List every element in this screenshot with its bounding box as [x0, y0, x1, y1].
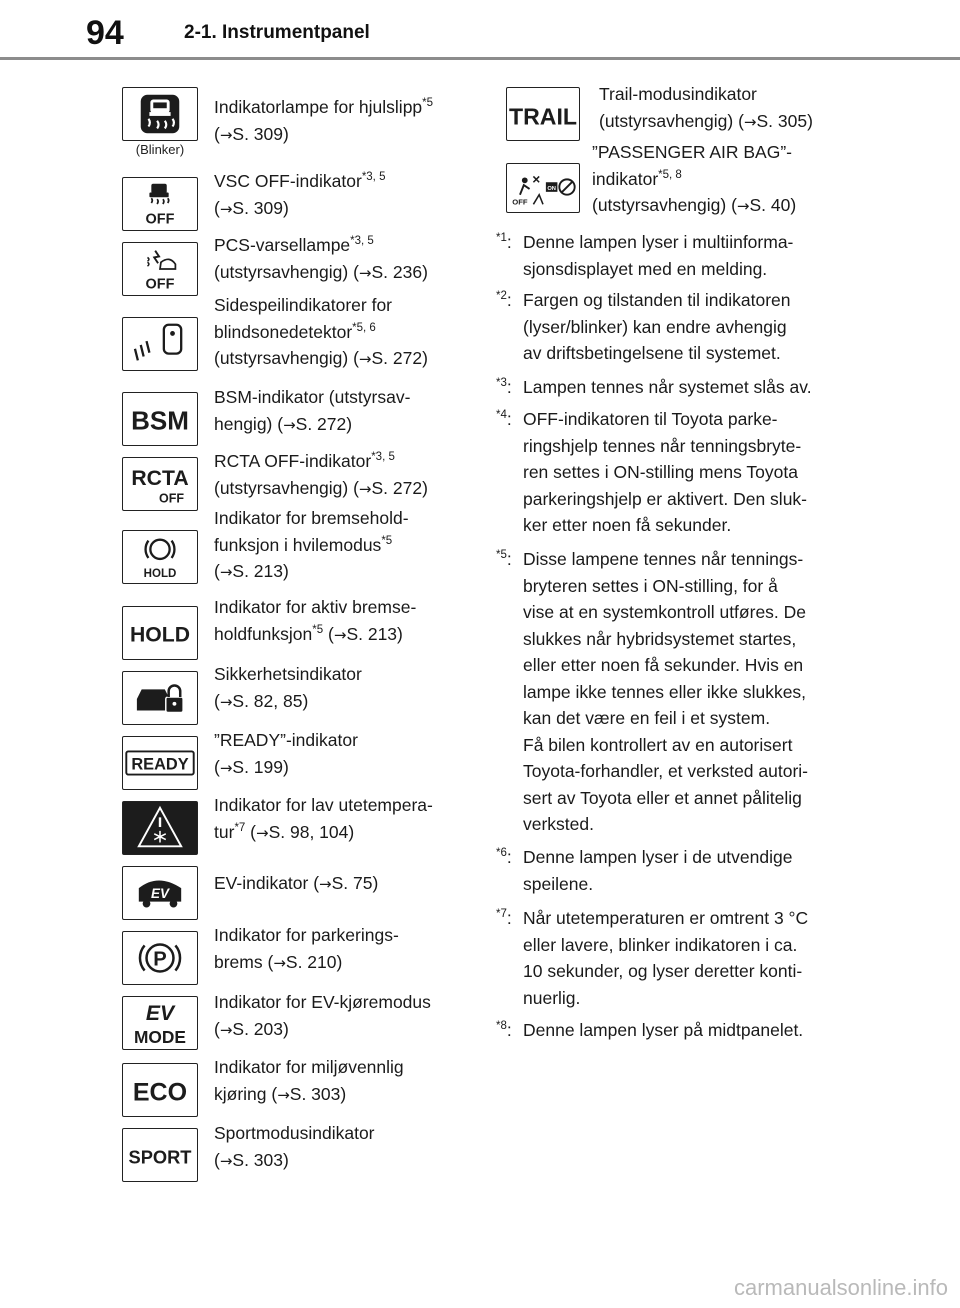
footnote-7: $^{*7}$: Når utetemperaturen er omtrent 3 °C eller lavere, blinker indikatoren i ca. 10 sekunder, og lyser deretter konti- nuerlig.: [496, 908, 809, 1008]
brake-hold-icon-label: HOLD: [143, 568, 177, 581]
trail-desc: Trail-modusindikator (utstyrsavhengig) (→S. 305): [599, 84, 813, 131]
brake-hold-icon: [122, 530, 198, 584]
hold-icon: [122, 606, 198, 660]
footnote-8: $^{*8}$: Denne lampen lyser på midtpanelet.: [496, 1020, 804, 1040]
passenger-airbag-desc: ”PASSENGER AIR BAG”- indikator$^{*5, 8}$ (utstyrsavhengig) (→S. 40): [592, 142, 797, 215]
footnote-2: $^{*2}$: Fargen og tilstanden til indikatoren (lyser/blinker) kan endre avhengig av driftsbetingelsene til systemet.: [496, 290, 791, 363]
svg-text:OFF: OFF: [145, 276, 175, 293]
ev-icon: [122, 866, 198, 920]
ready-icon-label: READY: [131, 755, 189, 774]
slip-desc: Indikatorlampe for hjulslipp$^{*5}$ (→S. 309): [214, 97, 434, 144]
rcta-icon-sub: OFF: [159, 491, 185, 506]
footnote-1: $^{*1}$: Denne lampen lyser i multiinforma- sjonsdisplayet med en melding.: [496, 229, 876, 282]
parking-brake-icon-label: P: [153, 948, 167, 971]
airbag-off-label: OFF: [512, 197, 528, 207]
ev-desc: EV-indikator (→S. 75): [214, 873, 379, 893]
rcta-icon-label: RCTA: [131, 466, 189, 490]
footnote-5: $^{*5}$: Disse lampene tennes når tennings- bryteren settes i ON-stilling, for å vise at en systemkontroll utføres. De slukkes når hybridsystemet startes, eller etter noen få sekunder. Hvis en lampe ikke tennes eller ikke slukkes, kan det være en feil i et system. Få bilen kontrollert av en autorisert Toyota-forhandler, et verksted autori- sert av Toyota eller et annet pålitelig verksted.: [496, 549, 809, 834]
vsc-off-icon: [122, 177, 198, 231]
header-rule: [0, 57, 960, 60]
footnote-4: $^{*4}$: OFF-indikatoren til Toyota parke- ringshjelp tennes når tenningsbryte- ren settes i ON-stilling mens Toyota parkeringshjelp er aktivert. Den sluk- ker etter noen få sekunder.: [496, 409, 808, 535]
eco-icon-label: ECO: [132, 1078, 188, 1107]
ev-mode-icon-sub: MODE: [134, 1027, 186, 1048]
security-icon: [122, 671, 198, 725]
eco-desc: Indikator for miljøvennlig kjøring (→S. 303): [214, 1057, 404, 1104]
ready-icon: [122, 736, 198, 790]
sport-icon: [122, 1128, 198, 1182]
footnote-6: $^{*6}$: Denne lampen lyser i de utvendige speilene.: [496, 847, 793, 894]
footnote-3: $^{*3}$: Lampen tennes når systemet slås av.: [496, 377, 812, 397]
page-header: [0, 0, 960, 62]
pcs-off-icon: [122, 242, 198, 296]
ready-desc: ”READY”-indikator (→S. 199): [214, 730, 358, 777]
eco-icon: [122, 1063, 198, 1117]
trail-icon: [506, 87, 580, 141]
ev-mode-desc: Indikator for EV-kjøremodus (→S. 203): [214, 992, 431, 1039]
bsm-icon: [122, 392, 198, 446]
hold-desc: Indikator for aktiv bremse- holdfunksjon$^{*5}$ (→S. 213): [214, 597, 417, 644]
parking-brake-icon: [122, 931, 198, 985]
slip-icon: [122, 87, 198, 141]
parking-brake-desc: Indikator for parkerings- brems (→S. 210): [214, 925, 399, 972]
bsm-icon-label: BSM: [131, 405, 189, 436]
airbag-on-label: ON: [547, 185, 556, 192]
security-desc: Sikkerhetsindikator (→S. 82, 85): [214, 664, 362, 711]
pcs-off-desc: PCS-varsellampe$^{*3, 5}$ (utstyrsavhengig) (→S. 236): [214, 235, 428, 282]
low-temp-desc: Indikator for lav utetempera- tur$^{*7}$ (→S. 98, 104): [214, 795, 433, 842]
mirror-desc: Sidespeilindikatorer for blindsonedetektor$^{*5, 6}$ (utstyrsavhengig) (→S. 272): [214, 295, 428, 368]
rcta-off-desc: RCTA OFF-indikator$^{*3, 5}$ (utstyrsavhengig) (→S. 272): [214, 451, 428, 498]
sport-desc: Sportmodusindikator (→S. 303): [214, 1123, 375, 1170]
mirror-icon: [122, 317, 198, 371]
bsm-desc: BSM-indikator (utstyrsav- hengig) (→S. 272): [214, 387, 411, 434]
ev-mode-icon-label: EV: [145, 1002, 175, 1026]
section-title: 2-1. Instrumentpanel: [184, 22, 370, 43]
brake-hold-desc: Indikator for bremsehold- funksjon i hvilemodus$^{*5}$ (→S. 213): [214, 508, 409, 581]
blinker-note: (Blinker): [135, 142, 185, 157]
rcta-off-icon: [122, 457, 198, 511]
ev-mode-icon: [122, 996, 198, 1050]
ev-icon-label: EV: [151, 885, 169, 901]
hold-icon-label: HOLD: [130, 623, 190, 647]
vsc-off-desc: VSC OFF-indikator$^{*3, 5}$ (→S. 309): [214, 171, 386, 218]
page-number: 94: [86, 14, 124, 52]
passenger-airbag-icon: [506, 163, 580, 213]
footnote-1-text: Denne lampen lyser i multiinforma- sjonsdisplayet med en melding.: [523, 232, 794, 279]
svg-text:OFF: OFF: [145, 211, 175, 228]
low-temp-icon: [122, 801, 198, 855]
watermark: carmanualsonline.info: [733, 1275, 948, 1300]
trail-icon-label: TRAIL: [508, 103, 578, 130]
sport-icon-label: SPORT: [128, 1146, 192, 1168]
